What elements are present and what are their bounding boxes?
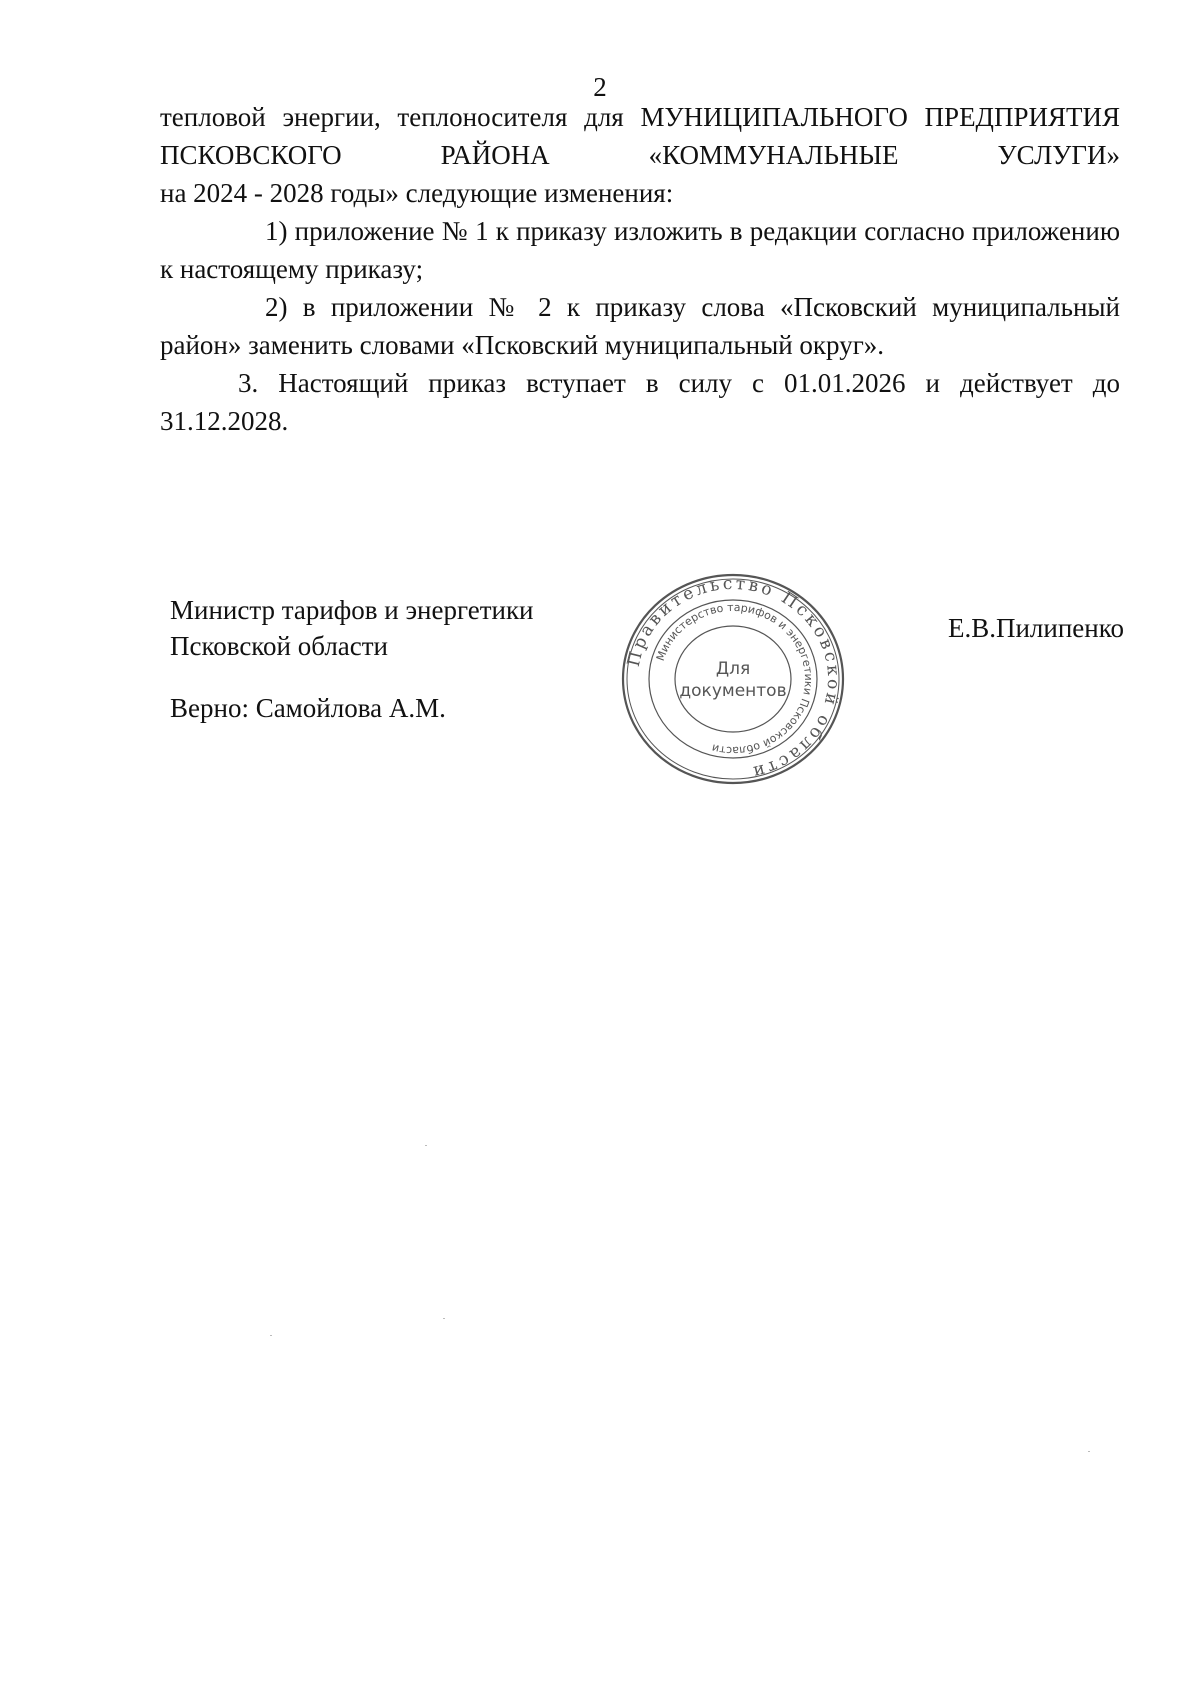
official-stamp: [618, 572, 848, 787]
stamp-center-line-1: Для: [715, 659, 751, 679]
item-1: 1) приложение № 1 к приказу изложить в редакции согласно приложению к настоящему приказу;: [160, 216, 1120, 284]
verified-by: Верно: Самойлова А.М.: [170, 693, 446, 723]
stamp-inner-text: Министерство тарифов и энергетики Псковской области: [653, 600, 816, 758]
stamp-inner-ring: [675, 626, 791, 732]
intro-line-1: тепловой энергии, теплоносителя для МУНИЦИПАЛЬНОГО ПРЕДПРИЯТИЯ: [160, 102, 1120, 132]
stamp-outer-text: Правительство Псковской области: [623, 573, 844, 783]
scan-speck: [1088, 1451, 1090, 1452]
position-line-1: Министр тарифов и энергетики: [170, 595, 534, 625]
scan-speck: [443, 1318, 445, 1319]
position-line-2: Псковской области: [170, 631, 389, 661]
signatory-name: Е.В.Пилипенко: [947, 613, 1124, 643]
signatory-position: [170, 592, 534, 664]
scan-speck: [425, 1145, 427, 1146]
intro-line-3: на 2024 - 2028 годы» следующие изменения:: [160, 178, 674, 208]
item-2: 2) в приложении № 2 к приказу слова «Псковский муниципальный район» заменить словами «Псковский муниципальный округ».: [160, 292, 1120, 360]
page-number: 2: [593, 72, 607, 102]
document-body: [160, 98, 1120, 440]
stamp-center-line-2: документов: [679, 681, 787, 701]
stamp-middle-ring: [649, 600, 817, 758]
scan-speck: [270, 1335, 272, 1336]
intro-line-2: ПСКОВСКОГО РАЙОНА «КОММУНАЛЬНЫЕ УСЛУГИ»: [160, 140, 1120, 170]
item-3: 3. Настоящий приказ вступает в силу с 01.01.2026 и действует до 31.12.2028.: [160, 368, 1120, 436]
